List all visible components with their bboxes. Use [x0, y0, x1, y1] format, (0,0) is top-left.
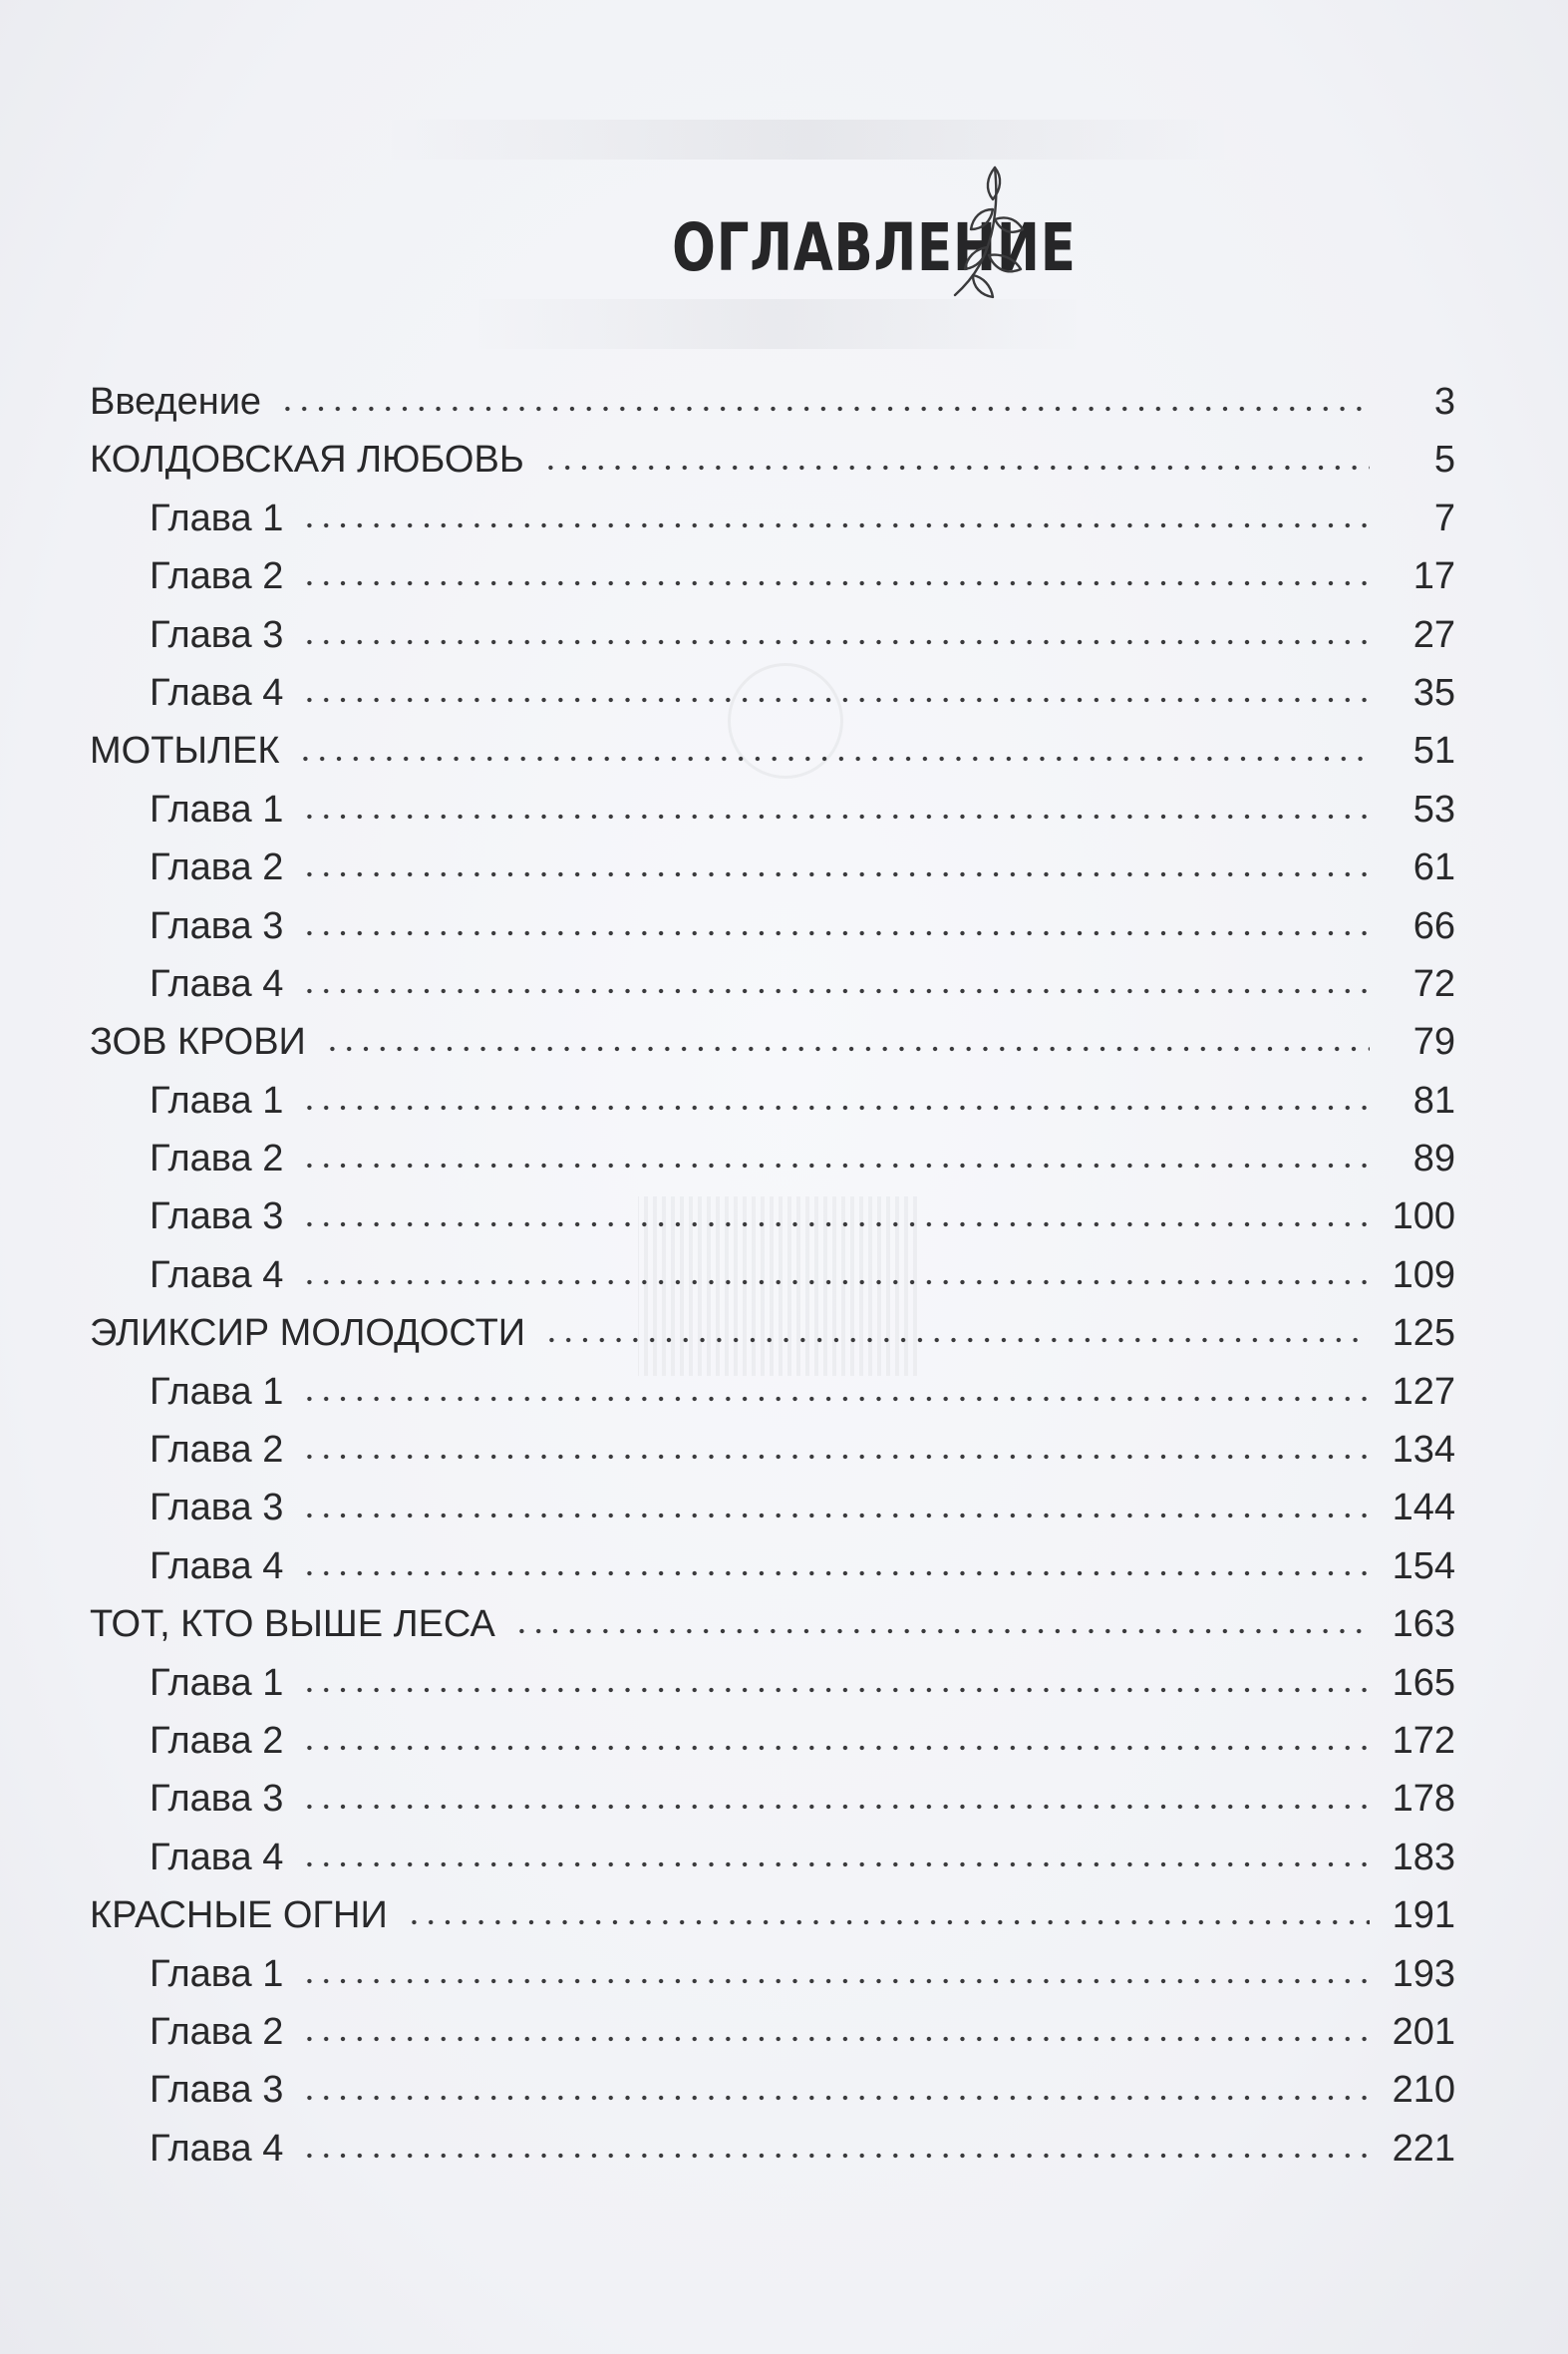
dot-leader: [301, 814, 1370, 820]
toc-page-number: 66: [1412, 904, 1455, 947]
toc-page-number: 172: [1392, 1719, 1455, 1762]
dot-leader: [542, 465, 1370, 471]
toc-entry-label: Глава 1: [150, 1079, 284, 1122]
toc-page-number: 183: [1392, 1836, 1455, 1878]
toc-page-number: 165: [1392, 1661, 1455, 1704]
dot-leader: [301, 2036, 1370, 2042]
toc-entry-label: Глава 3: [150, 1778, 284, 1821]
toc-entry-label: ЗОВ КРОВИ: [90, 1021, 306, 1064]
toc-entry-label: Глава 1: [150, 788, 284, 831]
dot-leader: [301, 1221, 1370, 1227]
toc-entry-label: Глава 3: [150, 613, 284, 656]
toc-entry-label: Глава 2: [150, 846, 284, 889]
toc-chapter-row: [90, 606, 1455, 664]
toc-section-row: [90, 1886, 1455, 1944]
toc-chapter-row: [90, 1421, 1455, 1479]
toc-page-number: 89: [1412, 1138, 1455, 1180]
toc-section-row: [90, 1595, 1455, 1653]
toc-page-number: 178: [1392, 1778, 1455, 1821]
toc-entry-label: Глава 2: [150, 555, 284, 598]
toc-entry-label: МОТЫЛЕК: [90, 730, 280, 773]
toc-chapter-row: [90, 1072, 1455, 1130]
toc-page-number: 51: [1412, 730, 1455, 773]
toc-entry-label: Глава 1: [150, 497, 284, 539]
toc-page-number: 53: [1412, 788, 1455, 831]
dot-leader: [301, 1687, 1370, 1693]
dot-leader: [301, 871, 1370, 877]
toc-page-number: 72: [1412, 962, 1455, 1005]
toc-entry-label: Глава 4: [150, 671, 284, 714]
toc-entry-label: КОЛДОВСКАЯ ЛЮБОВЬ: [90, 439, 524, 482]
toc-entry-label: Глава 4: [150, 1836, 284, 1878]
toc-page-number: 134: [1392, 1429, 1455, 1472]
dot-leader: [301, 639, 1370, 645]
dot-leader: [301, 522, 1370, 528]
toc-chapter-row: [90, 897, 1455, 955]
toc-page-number: 7: [1433, 497, 1455, 539]
toc-page-number: 201: [1392, 2010, 1455, 2053]
page-title: ОГЛАВЛЕНИЕ: [671, 209, 1077, 286]
dot-leader: [406, 1919, 1370, 1925]
dot-leader: [324, 1046, 1370, 1052]
toc-chapter-row: [90, 1654, 1455, 1712]
dot-leader: [301, 1163, 1370, 1169]
toc-section-row: [90, 1013, 1455, 1071]
toc-chapter-row: [90, 1712, 1455, 1770]
dot-leader: [513, 1628, 1370, 1634]
bleed-through-shadow: [379, 120, 1236, 160]
dot-leader: [543, 1337, 1370, 1343]
toc-page-number: 191: [1392, 1894, 1455, 1937]
toc-chapter-row: [90, 1130, 1455, 1187]
toc-page-number: 154: [1392, 1544, 1455, 1587]
table-of-contents: [90, 373, 1455, 2178]
toc-chapter-row: [90, 955, 1455, 1013]
toc-page-number: 221: [1392, 2127, 1455, 2170]
toc-page-number: 61: [1412, 846, 1455, 889]
dot-leader: [301, 1396, 1370, 1402]
toc-entry-label: Глава 4: [150, 1544, 284, 1587]
toc-chapter-row: [90, 547, 1455, 605]
toc-page-number: 163: [1392, 1603, 1455, 1646]
toc-chapter-row: [90, 1479, 1455, 1536]
toc-chapter-row: [90, 1363, 1455, 1421]
toc-page-number: 35: [1412, 671, 1455, 714]
leaf-sprig-icon: [945, 158, 1045, 307]
toc-page-number: 193: [1392, 1952, 1455, 1995]
toc-page-number: 127: [1392, 1370, 1455, 1413]
toc-page-number: 5: [1433, 439, 1455, 482]
toc-entry-label: Глава 3: [150, 1195, 284, 1238]
toc-chapter-row: [90, 1945, 1455, 2003]
toc-entry-label: Глава 2: [150, 1429, 284, 1472]
toc-entry-label: Глава 1: [150, 1370, 284, 1413]
dot-leader: [301, 988, 1370, 994]
toc-page-number: 27: [1412, 613, 1455, 656]
toc-chapter-row: [90, 490, 1455, 547]
toc-chapter-row: [90, 1770, 1455, 1828]
toc-page-number: 109: [1392, 1253, 1455, 1296]
toc-page-number: 79: [1412, 1021, 1455, 1064]
toc-entry-label: Глава 4: [150, 1253, 284, 1296]
toc-entry-label: ЭЛИКСИР МОЛОДОСТИ: [90, 1312, 526, 1355]
dot-leader: [279, 406, 1370, 412]
toc-entry-label: Глава 2: [150, 1719, 284, 1762]
toc-page-number: 100: [1392, 1195, 1455, 1238]
toc-entry-label: Введение: [90, 381, 262, 423]
toc-page-number: 17: [1412, 555, 1455, 598]
toc-chapter-row: [90, 1187, 1455, 1245]
toc-chapter-row: [90, 2120, 1455, 2178]
toc-page-number: 144: [1392, 1487, 1455, 1529]
toc-page-number: 125: [1392, 1312, 1455, 1355]
toc-page-number: 210: [1392, 2069, 1455, 2112]
toc-chapter-row: [90, 1829, 1455, 1886]
toc-entry-label: Глава 4: [150, 2127, 284, 2170]
toc-entry-label: Глава 1: [150, 1952, 284, 1995]
toc-section-row: [90, 373, 1455, 431]
toc-entry-label: Глава 4: [150, 962, 284, 1005]
dot-leader: [301, 1570, 1370, 1576]
toc-chapter-row: [90, 781, 1455, 839]
toc-chapter-row: [90, 1246, 1455, 1304]
toc-section-row: [90, 722, 1455, 780]
toc-chapter-row: [90, 664, 1455, 722]
toc-entry-label: Глава 1: [150, 1661, 284, 1704]
toc-entry-label: Глава 3: [150, 1487, 284, 1529]
toc-entry-label: Глава 2: [150, 2010, 284, 2053]
toc-section-row: [90, 431, 1455, 489]
dot-leader: [297, 756, 1370, 762]
title-block: [0, 209, 1568, 286]
toc-chapter-row: [90, 839, 1455, 896]
dot-leader: [301, 697, 1370, 703]
toc-entry-label: Глава 2: [150, 1138, 284, 1180]
toc-chapter-row: [90, 2061, 1455, 2119]
dot-leader: [301, 2095, 1370, 2101]
dot-leader: [301, 1861, 1370, 1867]
toc-entry-label: КРАСНЫЕ ОГНИ: [90, 1894, 388, 1937]
toc-page-number: 3: [1433, 381, 1455, 423]
dot-leader: [301, 1513, 1370, 1518]
dot-leader: [301, 2153, 1370, 2159]
dot-leader: [301, 580, 1370, 586]
toc-chapter-row: [90, 1537, 1455, 1595]
dot-leader: [301, 1745, 1370, 1751]
toc-page-number: 81: [1412, 1079, 1455, 1122]
dot-leader: [301, 930, 1370, 936]
dot-leader: [301, 1279, 1370, 1285]
dot-leader: [301, 1804, 1370, 1810]
dot-leader: [301, 1978, 1370, 1984]
dot-leader: [301, 1105, 1370, 1111]
toc-entry-label: Глава 3: [150, 2069, 284, 2112]
dot-leader: [301, 1454, 1370, 1460]
toc-entry-label: Глава 3: [150, 904, 284, 947]
toc-entry-label: ТОТ, КТО ВЫШЕ ЛЕСА: [90, 1603, 495, 1646]
toc-section-row: [90, 1304, 1455, 1362]
toc-chapter-row: [90, 2003, 1455, 2061]
